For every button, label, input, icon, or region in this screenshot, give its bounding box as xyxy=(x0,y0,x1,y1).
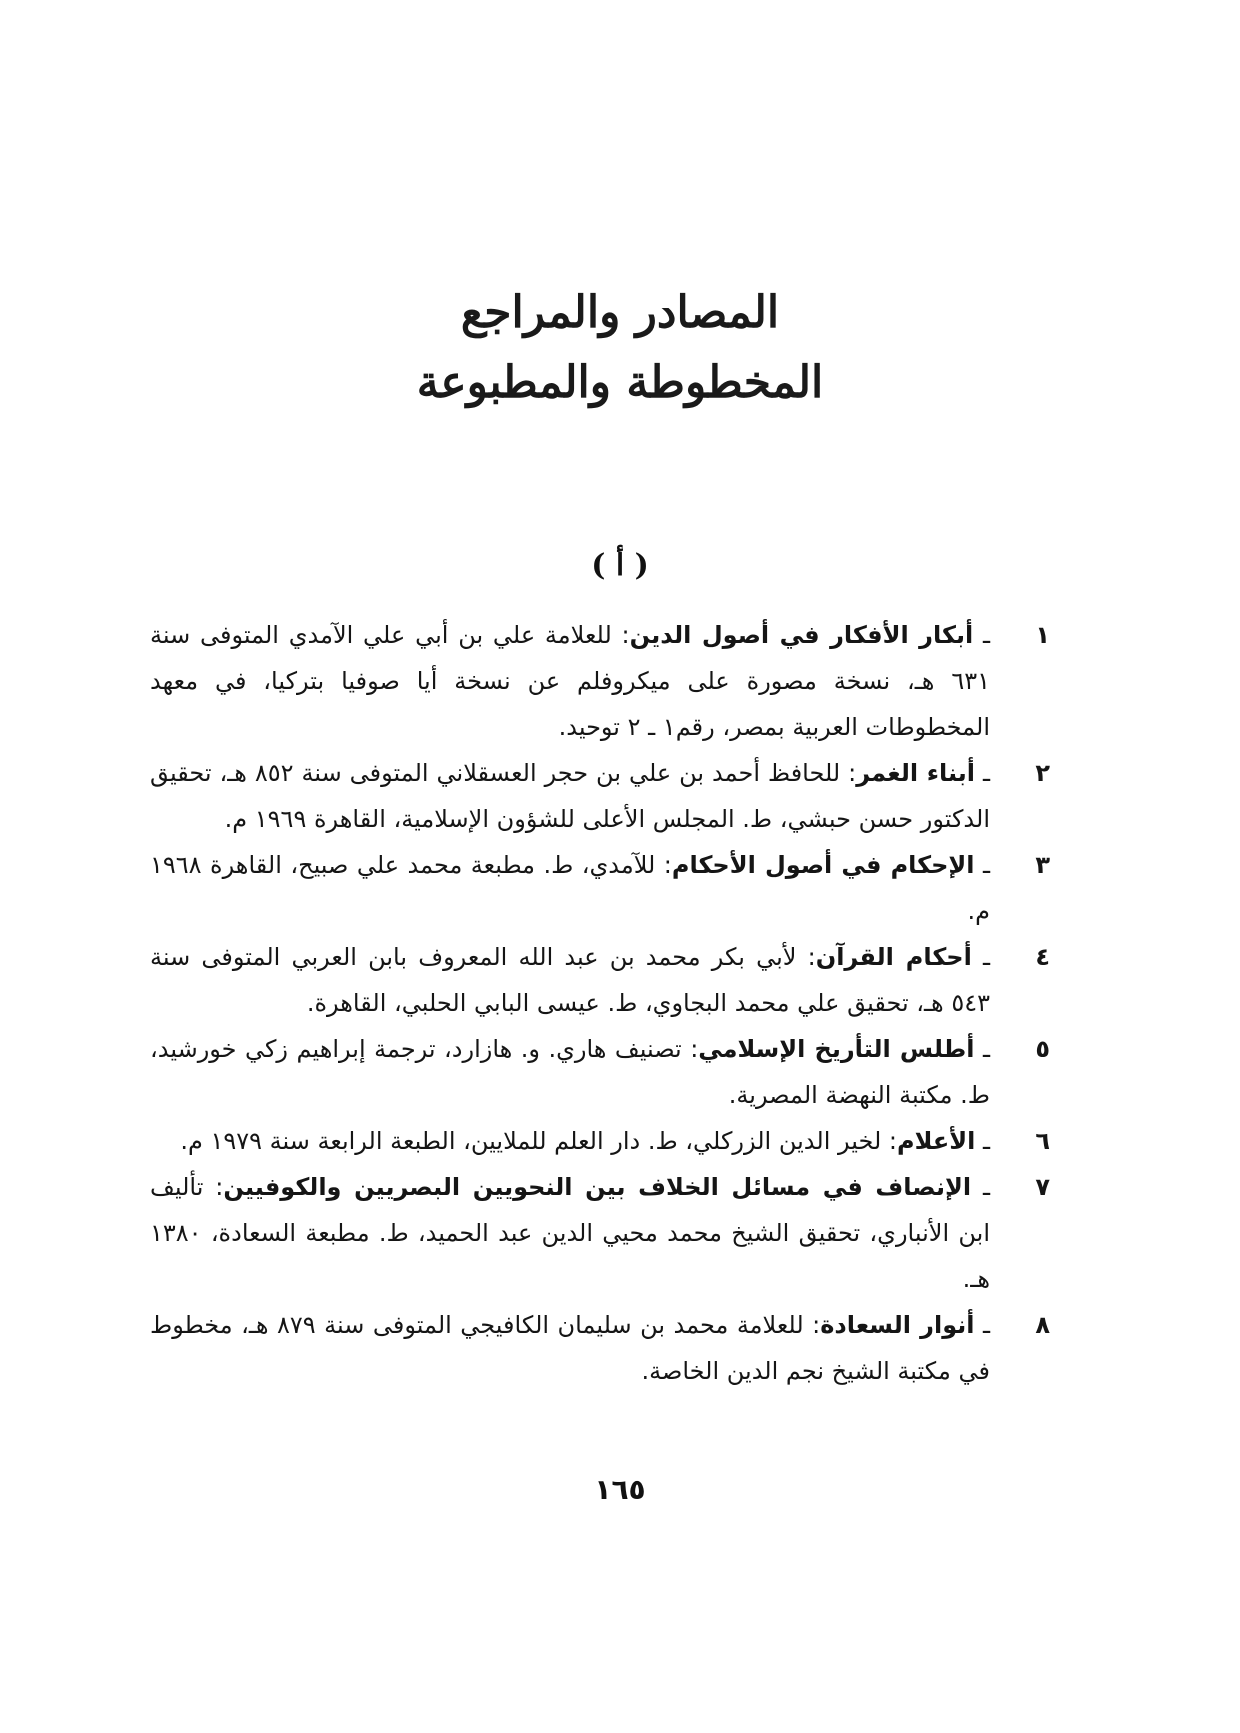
entry-body xyxy=(150,842,990,934)
title-line-1: المصادر والمراجع xyxy=(460,287,780,338)
bibliography-entry xyxy=(150,934,1050,1026)
entry-text: : لخير الدين الزركلي، ط. دار العلم للملايين، الطبعة الرابعة سنة ١٩٧٩ م. xyxy=(180,1127,898,1155)
entry-text: : للعلامة محمد بن سليمان الكافيجي المتوفى سنة ٨٧٩ هـ، مخطوط في مكتبة الشيخ نجم الدين الخاصة. xyxy=(150,1311,990,1385)
entry-title: أبناء الغمر xyxy=(856,759,976,787)
entry-text: : للآمدي، ط. مطبعة محمد علي صبيح، القاهرة ١٩٦٨ م. xyxy=(150,851,990,925)
bibliography-entry xyxy=(150,1164,1050,1302)
entry-number: ٦ xyxy=(1035,1127,1050,1155)
entry-number: ٤ xyxy=(1035,943,1050,971)
entry-body xyxy=(150,1302,990,1394)
entry-dash: ـ xyxy=(982,1311,991,1339)
bibliography-entry xyxy=(150,612,1050,750)
entry-title: أنوار السعادة xyxy=(820,1311,975,1339)
entry-number: ٥ xyxy=(1035,1035,1050,1063)
entry-title: أحكام القرآن xyxy=(815,943,972,971)
entry-dash: ـ xyxy=(982,851,990,879)
page-number: ١٦٥ xyxy=(594,1473,646,1506)
entry-dash: ـ xyxy=(982,621,990,649)
entry-dash: ـ xyxy=(982,759,990,787)
entry-body xyxy=(150,1026,990,1118)
entry-title: أبكار الأفكار في أصول الدين xyxy=(629,621,974,649)
entry-number: ١ xyxy=(1035,621,1050,649)
entry-text: : تصنيف هاري. و. هازارد، ترجمة إبراهيم زكي خورشيد، ط. مكتبة النهضة المصرية. xyxy=(150,1035,990,1109)
entry-number: ٨ xyxy=(1035,1311,1050,1339)
entry-title: الأعلام xyxy=(897,1127,976,1155)
entry-text: : للعلامة علي بن أبي علي الآمدي المتوفى سنة ٦٣١ هـ، نسخة مصورة على ميكروفلم عن نسخة أيا صوفيا بتركيا، في معهد المخطوطات العربية بمصر، رقم١ ـ ٢ توحيد. xyxy=(150,621,990,741)
bibliography-entry xyxy=(150,750,1050,842)
entry-body xyxy=(150,1118,990,1164)
page-title xyxy=(0,278,1240,418)
title-line-2: المخطوطة والمطبوعة xyxy=(416,357,824,408)
bibliography-entry xyxy=(150,842,1050,934)
section-heading: ( أ ) xyxy=(591,548,649,583)
entry-dash: ـ xyxy=(982,1173,990,1201)
entry-text: : لأبي بكر محمد بن عبد الله المعروف بابن العربي المتوفى سنة ٥٤٣ هـ، تحقيق علي محمد البجاوي، ط. عيسى البابي الحلبي، القاهرة. xyxy=(150,943,990,1017)
bibliography-list xyxy=(150,612,1050,1394)
entry-text: : تأليف ابن الأنباري، تحقيق الشيخ محمد محيي الدين عبد الحميد، ط. مطبعة السعادة، ١٣٨٠ هـ. xyxy=(150,1173,990,1293)
entry-title: الإحكام في أصول الأحكام xyxy=(671,851,975,879)
entry-title: أطلس التأريخ الإسلامي xyxy=(698,1035,975,1063)
entry-dash: ـ xyxy=(982,943,990,971)
entry-dash: ـ xyxy=(982,1127,990,1155)
entry-title: الإنصاف في مسائل الخلاف بين النحويين البصريين والكوفيين xyxy=(223,1173,972,1201)
bibliography-entry xyxy=(150,1026,1050,1118)
bibliography-entry xyxy=(150,1118,1050,1164)
entry-body xyxy=(150,934,990,1026)
entry-body xyxy=(150,750,990,842)
entry-body xyxy=(150,1164,990,1302)
entry-number: ٢ xyxy=(1035,759,1050,787)
entry-body xyxy=(150,612,990,750)
entry-dash: ـ xyxy=(982,1035,990,1063)
entry-number: ٣ xyxy=(1035,851,1050,879)
bibliography-entry xyxy=(150,1302,1050,1394)
entry-text: : للحافظ أحمد بن علي بن حجر العسقلاني المتوفى سنة ٨٥٢ هـ، تحقيق الدكتور حسن حبشي، ط. المجلس الأعلى للشؤون الإسلامية، القاهرة ١٩٦٩ م. xyxy=(150,759,990,833)
entry-number: ٧ xyxy=(1035,1173,1050,1201)
